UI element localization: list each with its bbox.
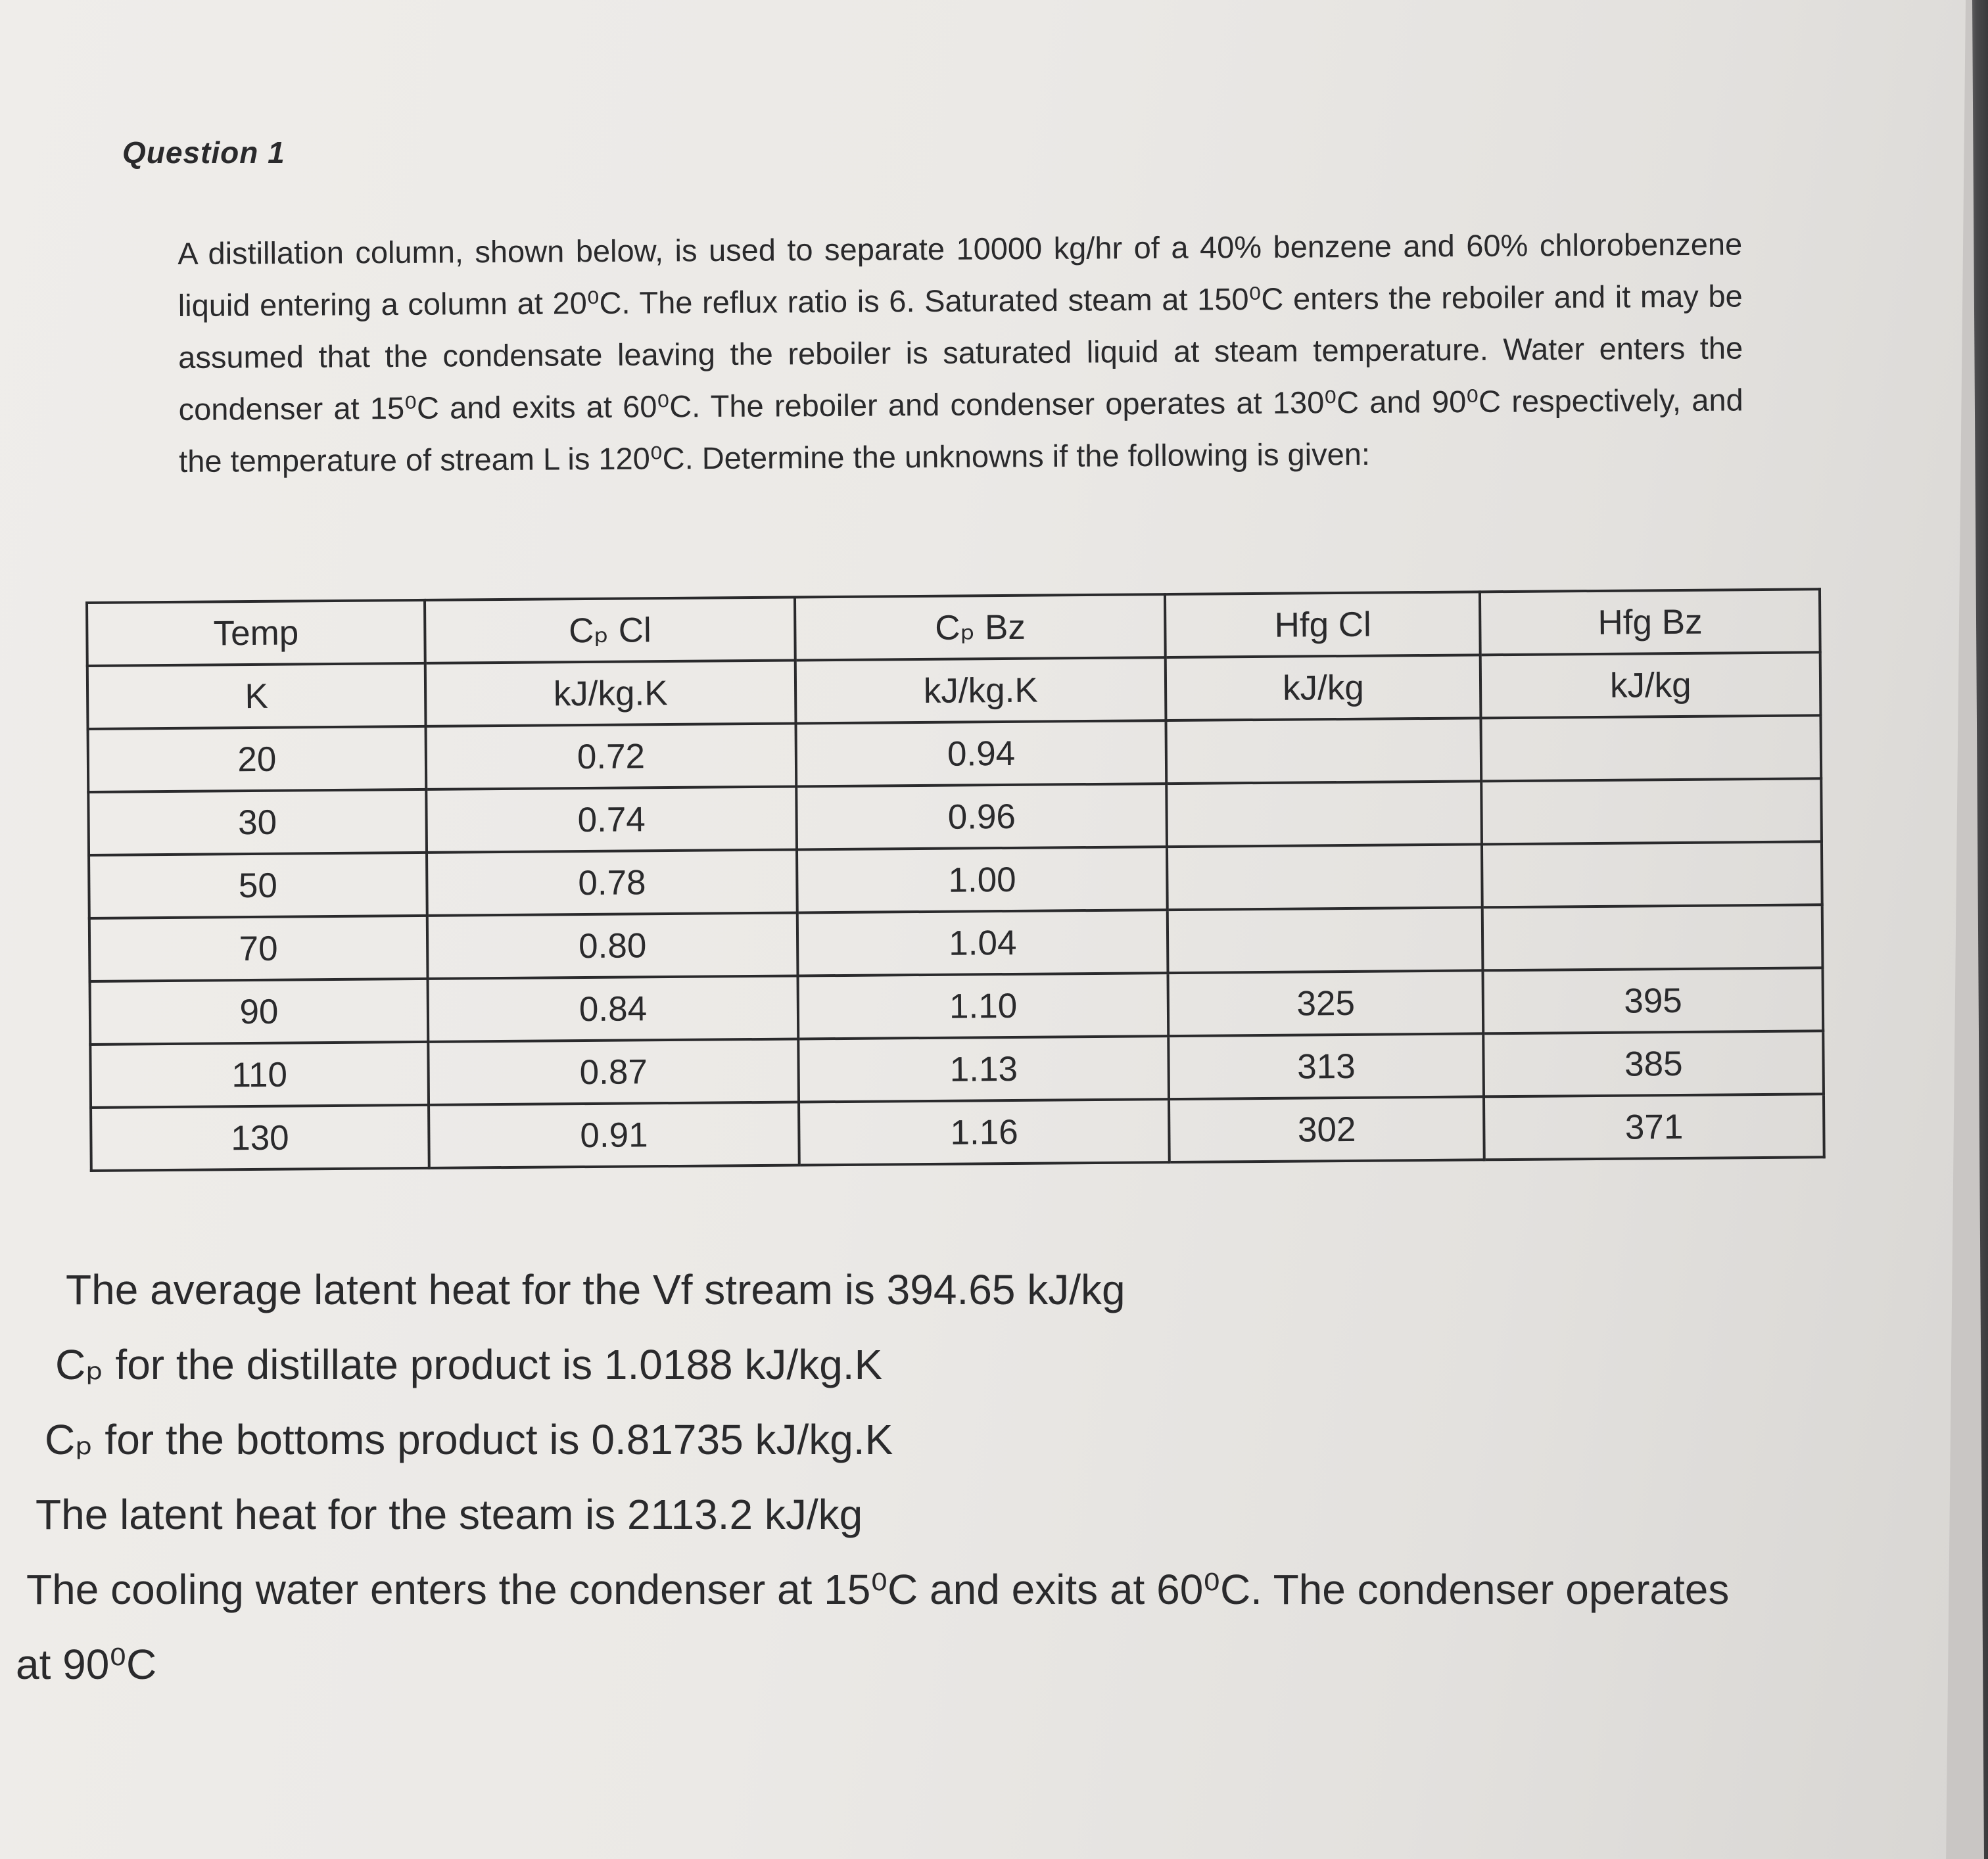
table-cell: 0.80 (427, 913, 798, 979)
unit-cell: kJ/kg.K (795, 657, 1166, 723)
note-line: Cₚ for the distillate product is 1.0188 kJ/kg.K (55, 1341, 883, 1388)
given-values (16, 1252, 1946, 1702)
table-cell: 130 (91, 1105, 429, 1171)
table-cell (1167, 781, 1482, 847)
problem-statement: A distillation column, shown below, is used to separate 10000 kg/hr of a 40% benzene and 60% chlorobenzene liquid entering a column at 20⁰C. The reflux ratio is 6. Saturated steam at 150⁰C enters the reboiler and it may be assumed that the condensate leaving the reboiler is saturated liquid at steam temperature. Water enters the condenser at 15⁰C and exits at 60⁰C. The reboiler and condenser operates at 130⁰C and 90⁰C respectively, and the temperature of stream L is 120⁰C. Determine the unknowns if the following is given: (178, 226, 1743, 479)
table-cell: 0.91 (429, 1102, 799, 1168)
note-line: Cₚ for the bottoms product is 0.81735 kJ/kg.K (45, 1416, 893, 1463)
properties-table (85, 588, 1826, 1172)
table-cell: 0.74 (426, 787, 797, 853)
unit-cell: K (87, 663, 426, 729)
table-cell: 1.04 (797, 910, 1168, 976)
note-line: The cooling water enters the condenser at 15⁰C and exits at 60⁰C. The condenser operates (26, 1566, 1730, 1613)
table-cell: 395 (1483, 968, 1823, 1033)
table-cell (1168, 907, 1483, 973)
unit-cell: kJ/kg.K (425, 661, 796, 726)
table-cell (1167, 844, 1482, 910)
header-cell: Cₚ Bz (795, 594, 1166, 660)
note-line: The latent heat for the steam is 2113.2 kJ/kg (36, 1491, 863, 1538)
table-cell: 313 (1169, 1033, 1484, 1099)
table-cell: 0.72 (426, 724, 797, 789)
table-cell: 90 (90, 979, 429, 1045)
header-cell: Cₚ Cl (425, 598, 795, 663)
header-cell: Hfg Bz (1480, 589, 1820, 655)
table-cell: 0.87 (428, 1039, 799, 1105)
table-cell: 70 (89, 916, 428, 981)
table-cell: 110 (90, 1042, 429, 1108)
table-cell (1482, 905, 1822, 970)
table-cell (1482, 841, 1822, 907)
table-cell: 1.16 (799, 1099, 1170, 1165)
question-heading: Question 1 (122, 135, 285, 170)
table-cell: 0.78 (427, 850, 797, 916)
note-line: at 90⁰C (16, 1641, 157, 1688)
table-cell: 1.10 (798, 973, 1169, 1039)
table-cell (1481, 715, 1821, 781)
table-cell: 385 (1484, 1031, 1824, 1096)
unit-cell: kJ/kg (1166, 655, 1481, 720)
table-cell: 325 (1168, 970, 1484, 1036)
header-cell: Temp (87, 600, 425, 666)
header-cell: Hfg Cl (1165, 592, 1480, 657)
table-row (91, 1094, 1824, 1171)
table-cell: 50 (89, 853, 427, 918)
table-cell: 0.84 (428, 976, 799, 1042)
table-cell (1482, 778, 1822, 844)
note-line: The average latent heat for the Vf stream is 394.65 kJ/kg (66, 1266, 1125, 1313)
unit-cell: kJ/kg (1480, 652, 1820, 718)
table-cell: 0.96 (796, 784, 1167, 849)
table-cell: 1.13 (798, 1036, 1169, 1102)
table-cell (1166, 718, 1482, 784)
table-cell: 0.94 (796, 720, 1167, 786)
table-cell: 302 (1169, 1096, 1484, 1162)
table-cell: 1.00 (797, 847, 1168, 912)
table-cell: 20 (88, 726, 427, 792)
table-cell: 30 (88, 789, 427, 855)
table-cell: 371 (1484, 1094, 1824, 1160)
